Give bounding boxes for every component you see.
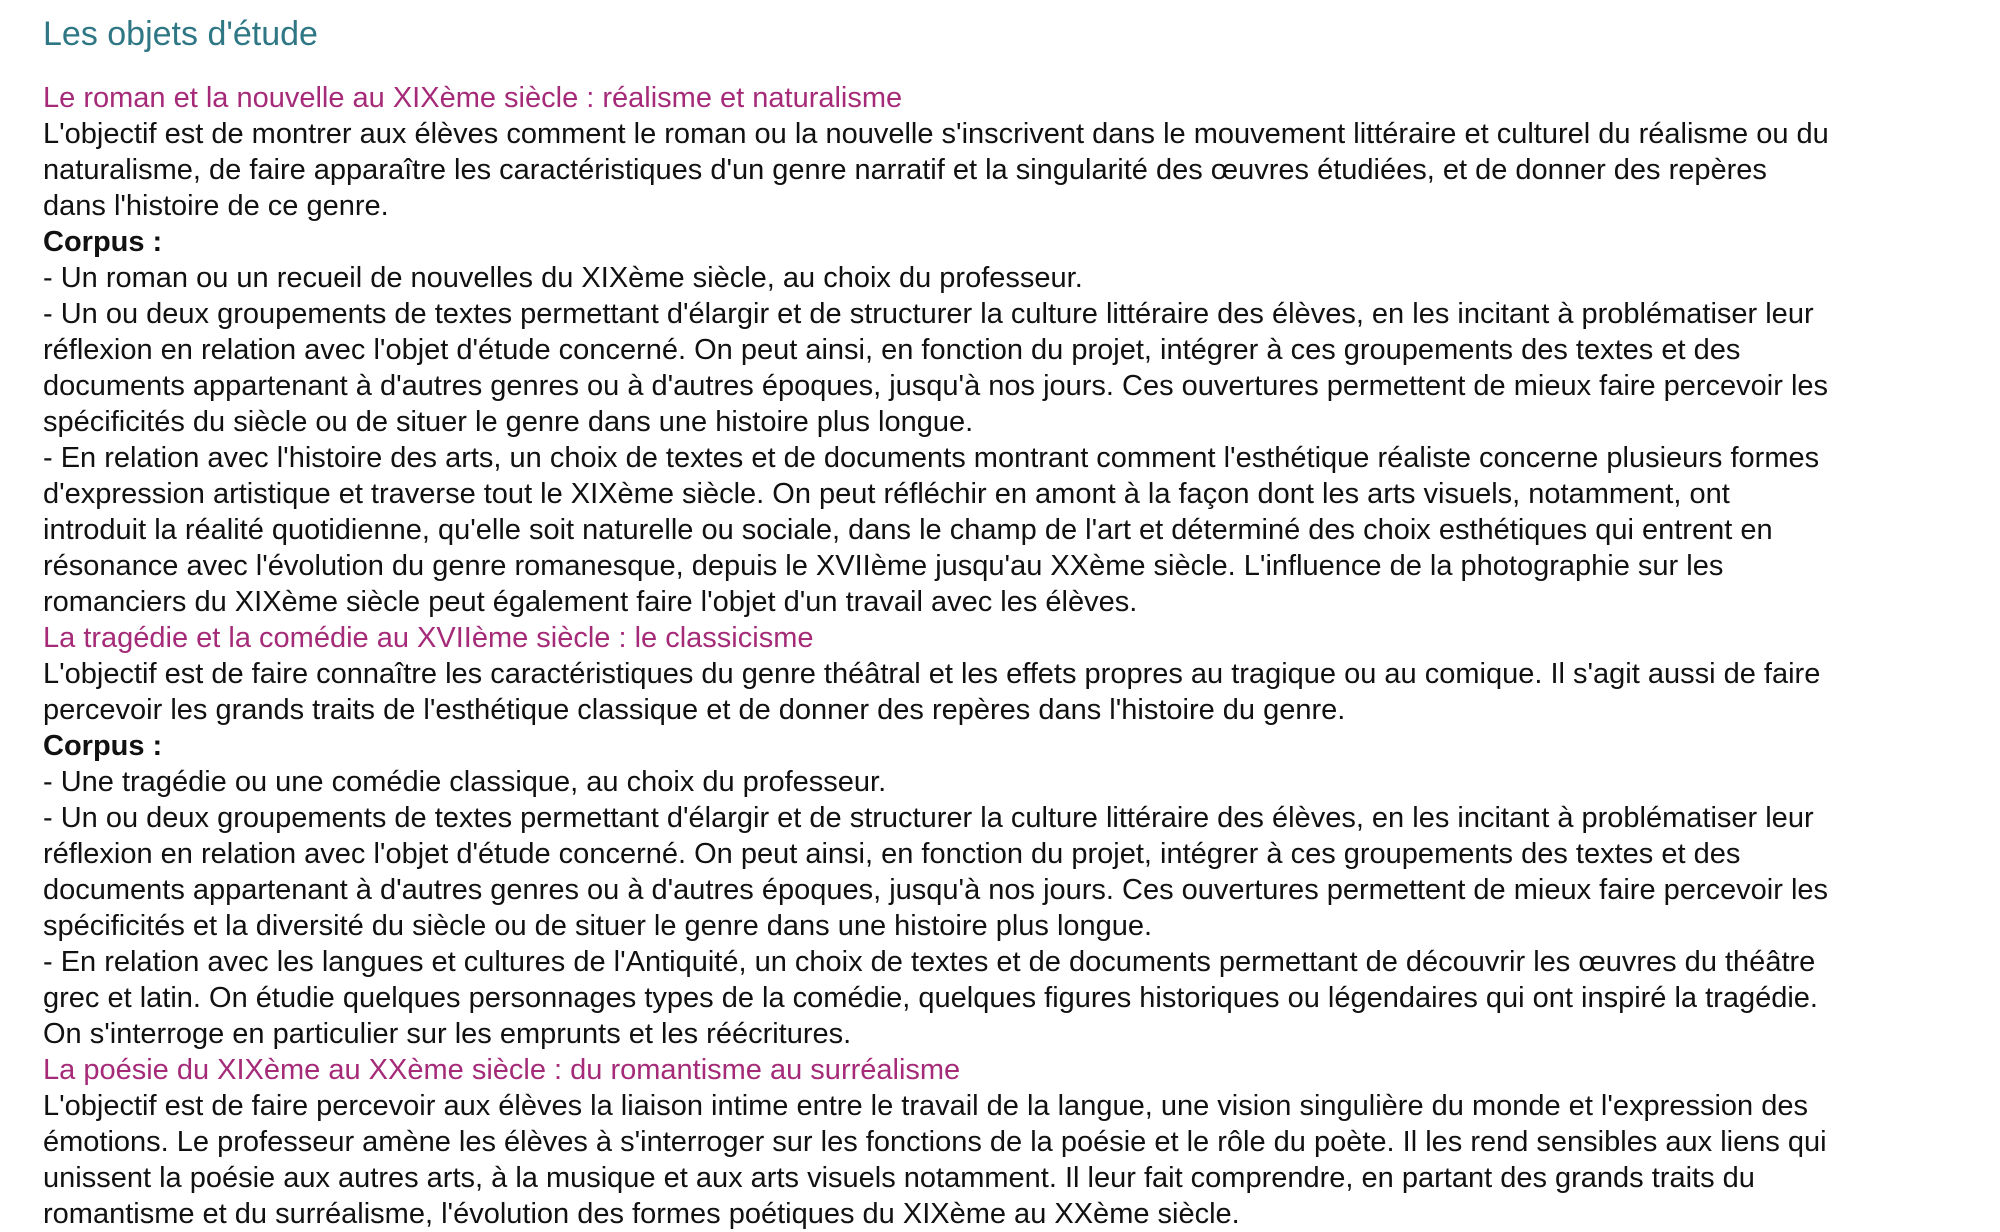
corpus-line: spécificités et la diversité du siècle ou de situer le genre dans une histoire plus longue.: [43, 910, 1153, 942]
corpus-line: - En relation avec les langues et cultures de l'Antiquité, un choix de textes et de documents permettant de découvrir les œuvres du théâtre: [43, 946, 1816, 978]
objective-line: unissent la poésie aux autres arts, à la musique et aux arts visuels notamment. Il leur fait comprendre, en partant des grands traits du: [43, 1162, 1755, 1194]
corpus-line: documents appartenant à d'autres genres ou à d'autres époques, jusqu'à nos jours. Ces ouvertures permettent de mieux faire percevoir les: [43, 370, 1829, 402]
objective-line: naturalisme, de faire apparaître les caractéristiques d'un genre narratif et la singularité des œuvres étudiées, et de donner des repères: [43, 154, 1767, 186]
section-title: La poésie du XIXème au XXème siècle : du romantisme au surréalisme: [43, 1054, 961, 1086]
corpus-line: d'expression artistique et traverse tout le XIXème siècle. On peut réfléchir en amont à la façon dont les arts visuels, notamment, ont: [43, 478, 1730, 510]
corpus-line: romanciers du XIXème siècle peut également faire l'objet d'un travail avec les élèves.: [43, 586, 1138, 618]
corpus-line: réflexion en relation avec l'objet d'étude concerné. On peut ainsi, en fonction du projet, intégrer à ces groupements des textes et des: [43, 334, 1741, 366]
corpus-list: [43, 260, 1983, 620]
corpus-line: - En relation avec l'histoire des arts, un choix de textes et de documents montrant comment l'esthétique réaliste concerne plusieurs formes: [43, 442, 1820, 474]
section-title: Le roman et la nouvelle au XIXème siècle : réalisme et naturalisme: [43, 82, 903, 114]
corpus-line: résonance avec l'évolution du genre romanesque, depuis le XVIIème jusqu'au XXème siècle. L'influence de la photographie sur les: [43, 550, 1724, 582]
corpus-line: documents appartenant à d'autres genres ou à d'autres époques, jusqu'à nos jours. Ces ouvertures permettent de mieux faire percevoir les: [43, 874, 1829, 906]
objective-paragraph: [43, 116, 1983, 224]
corpus-line: grec et latin. On étudie quelques personnages types de la comédie, quelques figures historiques ou légendaires qui ont inspiré la tragédie.: [43, 982, 1818, 1014]
corpus-list: [43, 764, 1983, 1052]
corpus-line: - Un ou deux groupements de textes permettant d'élargir et de structurer la culture littéraire des élèves, en les incitant à problématiser leur: [43, 298, 1814, 330]
section-roman-nouvelle: [43, 80, 2000, 620]
corpus-line: - Une tragédie ou une comédie classique, au choix du professeur.: [43, 766, 887, 798]
corpus-line: spécificités du siècle ou de situer le genre dans une histoire plus longue.: [43, 406, 974, 438]
corpus-line: réflexion en relation avec l'objet d'étude concerné. On peut ainsi, en fonction du projet, intégrer à ces groupements des textes et des: [43, 838, 1741, 870]
objective-line: percevoir les grands traits de l'esthétique classique et de donner des repères dans l'histoire du genre.: [43, 694, 1346, 726]
corpus-line: On s'interroge en particulier sur les emprunts et les réécritures.: [43, 1018, 852, 1050]
corpus-label: Corpus :: [43, 226, 163, 258]
objective-line: dans l'histoire de ce genre.: [43, 190, 389, 222]
corpus-label: Corpus :: [43, 730, 163, 762]
objective-paragraph: [43, 1088, 1983, 1232]
objective-paragraph: [43, 656, 1983, 728]
section-tragedie-comedie: [43, 620, 2000, 1052]
page-title: Les objets d'étude: [43, 15, 318, 53]
section-title: La tragédie et la comédie au XVIIème siècle : le classicisme: [43, 622, 814, 654]
corpus-line: - Un roman ou un recueil de nouvelles du XIXème siècle, au choix du professeur.: [43, 262, 1083, 294]
objective-line: L'objectif est de montrer aux élèves comment le roman ou la nouvelle s'inscrivent dans le mouvement littéraire et culturel du réalisme ou du: [43, 118, 1829, 150]
objective-line: L'objectif est de faire connaître les caractéristiques du genre théâtral et les effets propres au tragique ou au comique. Il s'agit aussi de faire: [43, 658, 1821, 690]
objective-line: L'objectif est de faire percevoir aux élèves la liaison intime entre le travail de la langue, une vision singulière du monde et l'expression des: [43, 1090, 1808, 1122]
corpus-line: introduit la réalité quotidienne, qu'elle soit naturelle ou sociale, dans le champ de l'art et déterminé des choix esthétiques qui entrent en: [43, 514, 1773, 546]
corpus-line: - Un ou deux groupements de textes permettant d'élargir et de structurer la culture littéraire des élèves, en les incitant à problématiser leur: [43, 802, 1814, 834]
section-poesie: [43, 1052, 2000, 1232]
objective-line: romantisme et du surréalisme, l'évolution des formes poétiques du XIXème au XXème siècle.: [43, 1198, 1240, 1230]
objective-line: émotions. Le professeur amène les élèves à s'interroger sur les fonctions de la poésie et le rôle du poète. Il les rend sensibles aux liens qui: [43, 1126, 1827, 1158]
